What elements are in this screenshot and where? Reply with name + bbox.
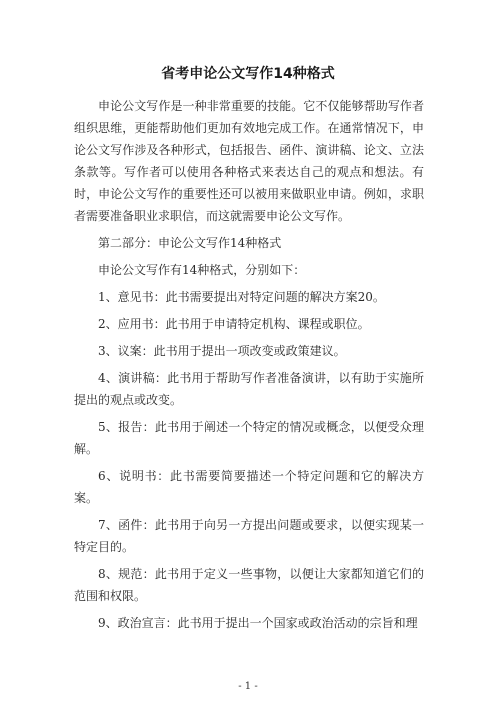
list-item-4: 4、演讲稿：此书用于帮助写作者准备演讲，以有助于实施所提出的观点或改变。: [74, 371, 424, 407]
list-intro: 申论公文写作有14种格式，分别如下：: [98, 263, 306, 277]
list-item-6: 6、说明书：此书需要简要描述一个特定问题和它的解决方案。: [74, 469, 424, 505]
document-title: 省考申论公文写作14种格式: [161, 66, 335, 82]
section-heading: 第二部分：申论公文写作14种格式: [98, 236, 282, 250]
document-body: [74, 95, 424, 639]
list-item-1: 1、意见书：此书需要提出对特定问题的解决方案20。: [98, 290, 385, 304]
list-item-7: 7、函件：此书用于向另一方提出问题或要求，以便实现某一特定目的。: [74, 518, 424, 554]
list-item-8: 8、规范：此书用于定义一些事物，以便让大家都知道它们的范围和权限。: [74, 567, 424, 603]
list-item-5: 5、报告：此书用于阐述一个特定的情况或概念，以便受众理解。: [74, 420, 424, 456]
list-item-9: 9、政治宣言：此书用于提出一个国家或政治活动的宗旨和理: [98, 616, 418, 630]
intro-paragraph: 申论公文写作是一种非常重要的技能。它不仅能够帮助写作者组织思维，更能帮助他们更加有效地完成工作。在通常情况下，申论公文写作涉及各种形式，包括报告、函件、演讲稿、论文、立法条款等。写作者可以使用各种格式来表达自己的观点和想法。有时，申论公文写作的重要性还可以被用来做职业申请。例如，求职者需要准备职业求职信，而这就需要申论公文写作。: [74, 99, 424, 223]
list-item-3: 3、议案：此书用于提出一项改变或政策建议。: [98, 344, 346, 358]
page-number: - 1 -: [238, 681, 258, 692]
list-item-2: 2、应用书：此书用于申请特定机构、课程或职位。: [98, 317, 370, 331]
